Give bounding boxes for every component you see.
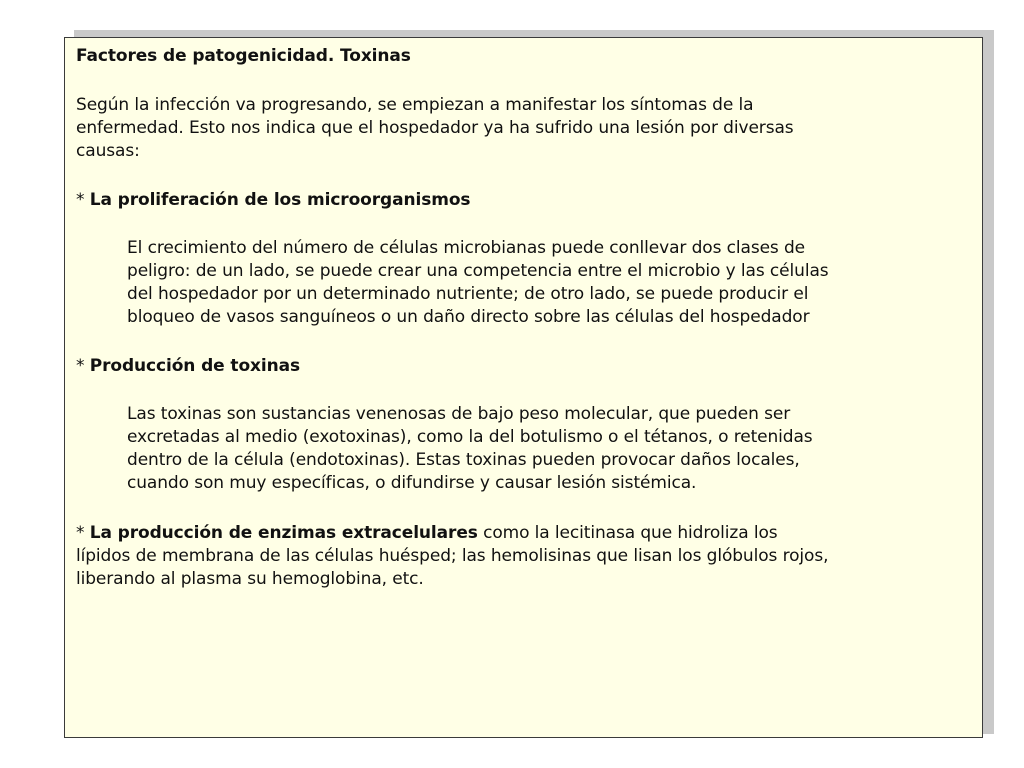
section-heading-text: Producción de toxinas [89,356,301,376]
section-heading-text: La producción de enzimas extracelulares [89,523,478,543]
section-enzymes-body: como la lecitinasa que hidroliza los lípidos de membrana de las células huésped; las hemolisinas que lisan los glóbulos rojos, liberando al plasma su hemoglobina, etc. [76,523,829,589]
slide-text-box [64,37,983,738]
section-heading-text: La proliferación de los microorganismos [89,190,471,210]
section-body-proliferation: El crecimiento del número de células microbianas puede conllevar dos clases de peligro: de un lado, se puede crear una competencia entre el microbio y las células del hospedador por un determinado nutriente; de otro lado, se puede producir el bloqueo de vasos sanguíneos o un daño directo sobre las células del hospedador [127,238,829,327]
section-body-toxins: Las toxinas son sustancias venenosas de bajo peso molecular, que pueden ser excretadas al medio (exotoxinas), como la del botulismo o el tétanos, o retenidas dentro de la célula (endotoxinas). Estas toxinas pueden provocar daños locales, cuando son muy específicas, o difundirse y causar lesión sistémica. [127,404,813,493]
section-heading-toxins [76,355,300,378]
bullet-marker: * [76,356,90,376]
intro-paragraph: Según la infección va progresando, se empiezan a manifestar los síntomas de la enfermedad. Esto nos indica que el hospedador ya ha sufrido una lesión por diversas causas: [76,95,794,161]
section-enzymes-paragraph [76,522,976,591]
section-heading-proliferation [76,189,470,212]
slide-title: Factores de patogenicidad. Toxinas [76,46,411,66]
bullet-marker: * [76,190,90,210]
bullet-marker: * [76,523,90,543]
